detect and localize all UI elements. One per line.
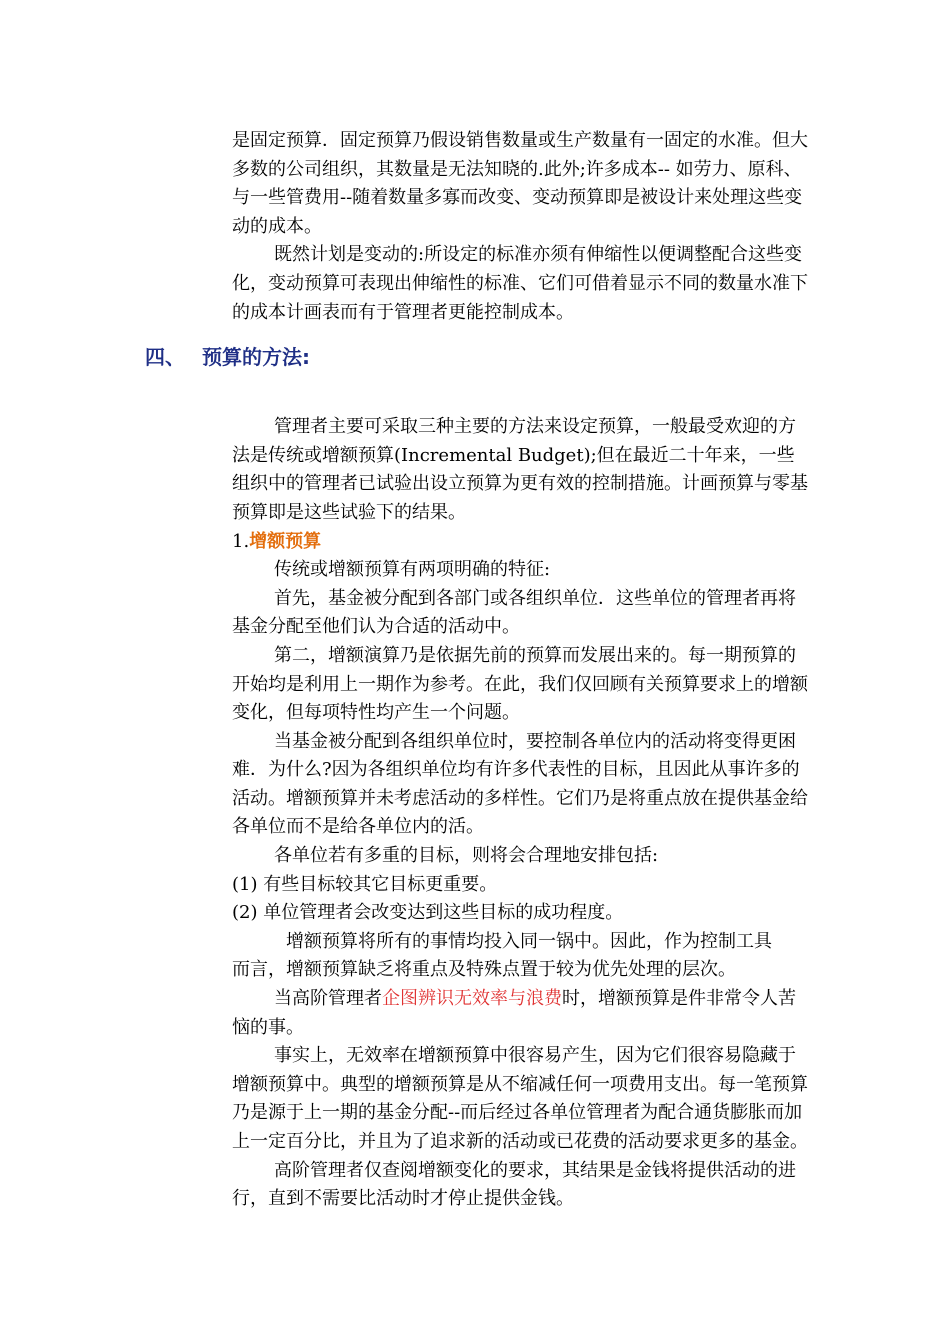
body-text bbox=[232, 127, 812, 1214]
paragraph-review: 高阶管理者仅查阅增额变化的要求，其结果是金钱将提供活动的进行，直到不需要比活动时才停止提供金钱。 bbox=[232, 1159, 796, 1210]
subheading-title: 增额预算 bbox=[249, 530, 322, 552]
paragraph-multiple-goals: 各单位若有多重的目标，则将会合理地安排包括: bbox=[274, 845, 659, 867]
text-run: 当高阶管理者 bbox=[274, 988, 382, 1010]
paragraph-methods-intro: 管理者主要可采取三种主要的方法来设定预算，一般最受欢迎的方法是传统或增额预算(Incremental Budget);但在最近二十年来，一些组织中的管理者已试验出设立预算为更有效的控制措施。计画预算与零基预算即是这些试验下的结果。 bbox=[232, 416, 808, 523]
subheading-number: 1. bbox=[232, 530, 250, 552]
paragraph-second: 第二，增额演算乃是依据先前的预算而发展出来的。每一期预算的开始均是利用上一期作为参考。在此，我们仅回顾有关预算要求上的增额变化，但每项特性均产生一个问题。 bbox=[232, 644, 808, 724]
paragraph-variable-budget: 既然计划是变动的:所设定的标准亦须有伸缩性以便调整配合这些变化，变动预算可表现出伸缩性的标准、它们可借着显示不同的数量水准下的成本计画表而有于管理者更能控制成本。 bbox=[232, 244, 808, 323]
paragraph-hidden-inefficiency: 事实上，无效率在增额预算中很容易产生，因为它们很容易隐藏于增额预算中。典型的增额预算是从不缩减任何一项费用支出。每一笔预算乃是源于上一期的基金分配--而后经过各单位管理者为配合通货膨胀而加上一定百分比，并且为了追求新的活动或已花费的活动要求更多的基金。 bbox=[232, 1045, 808, 1152]
text-run: 时，增额预算是件非常令人苦恼的事。 bbox=[232, 988, 796, 1038]
paragraph-same-pot-line1: 增额预算将所有的事情均投入同一锅中。因此，作为控制工具 bbox=[286, 930, 772, 952]
list-item: (1) 有些目标较其它目标更重要。 bbox=[232, 873, 498, 895]
paragraph-fixed-budget: 是固定预算．固定预算乃假设销售数量或生产数量有一固定的水准。但大多数的公司组织，其数量是无法知晓的.此外;许多成本-- 如劳力、原科、与一些管费用--随着数量多寡而改变、变动预算即是被设计来处理这些变动的成本。 bbox=[232, 130, 808, 237]
highlighted-text: 企图辨识无效率与浪费 bbox=[382, 988, 562, 1010]
paragraph-features: 传统或增额预算有两项明确的特征: bbox=[274, 559, 551, 581]
paragraph-inefficiency bbox=[232, 985, 812, 1042]
section-number: 四、 bbox=[145, 345, 185, 369]
section-title: 预算的方法: bbox=[202, 345, 310, 369]
paragraph-allocation: 当基金被分配到各组织单位时，要控制各单位内的活动将变得更困难．为什么?因为各组织单位均有许多代表性的目标，且因此从事许多的活动。增额预算并未考虑活动的多样性。它们乃是将重点放在提供基金给各单位而不是给各单位内的活。 bbox=[232, 730, 808, 838]
heading-spacer bbox=[232, 327, 812, 413]
subheading bbox=[232, 528, 812, 557]
paragraph-first: 首先，基金被分配到各部门或各组织单位．这些单位的管理者再将基金分配至他们认为合适的活动中。 bbox=[232, 587, 796, 638]
paragraph-same-pot-line2: 而言，增额预算缺乏将重点及特殊点置于较为优先处理的层次。 bbox=[232, 959, 736, 981]
list-item: (2) 单位管理者会改变达到这些目标的成功程度。 bbox=[232, 902, 624, 924]
